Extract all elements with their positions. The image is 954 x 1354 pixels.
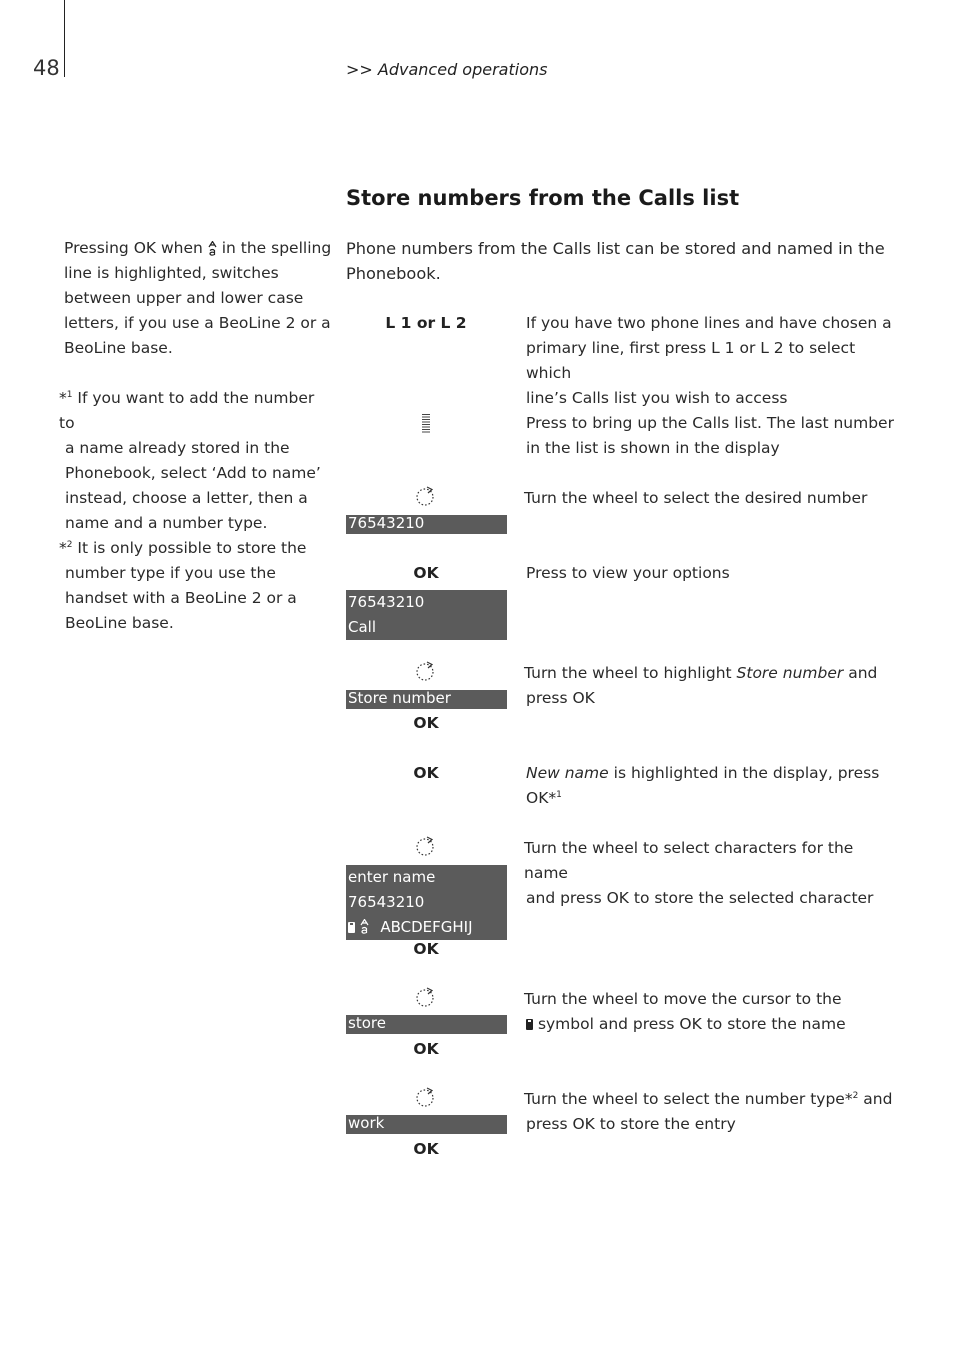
ok-key-label: OK <box>413 1040 439 1058</box>
breadcrumb-prefix: >> <box>346 60 373 79</box>
step-description <box>524 836 894 911</box>
calls-list-button-icon <box>420 413 432 435</box>
step-text: OK* <box>526 789 557 807</box>
footnote-line: If you want to add the number to <box>59 389 315 432</box>
footnote-line: Phonebook, select ‘Add to name’ <box>65 464 321 482</box>
step-description <box>526 761 896 811</box>
case-note-line: between upper and lower case <box>64 289 304 307</box>
footnote-line: handset with a BeoLine 2 or a <box>65 589 297 607</box>
wheel-turn-icon <box>414 987 436 1009</box>
phone-display <box>346 865 507 940</box>
footnote-line: It is only possible to store the <box>77 539 307 557</box>
display-line: 76543210 <box>348 514 425 532</box>
section-intro: Phone numbers from the Calls list can be stored and named in the Phonebook. <box>346 239 885 283</box>
case-note-line: in the spelling <box>221 239 332 257</box>
step-description <box>524 987 894 1037</box>
step-description: Press to view your options <box>526 564 730 582</box>
footnote-line: number type if you use the <box>65 564 276 582</box>
step-text-emphasis: New name <box>526 764 609 782</box>
display-line: enter name <box>348 868 436 886</box>
display-line: 76543210 <box>348 893 425 911</box>
step-description: Turn the wheel to select the desired number <box>524 489 868 507</box>
step-text-line: press OK to store the entry <box>526 1115 736 1133</box>
footnote-line: a name already stored in the <box>65 439 290 457</box>
step-text: Turn the wheel to highlight <box>524 664 732 682</box>
step-text: symbol and press OK to store the name <box>537 1015 846 1033</box>
case-note-line: line is highlighted, switches <box>64 264 279 282</box>
step-description <box>524 661 894 711</box>
step-text-line: If you have two phone lines and have chosen a <box>526 314 892 332</box>
ok-key-label: OK <box>413 940 439 958</box>
upper-lower-case-icon <box>208 241 217 257</box>
step-text-line: primary line, first press L 1 or L 2 to select which <box>526 339 856 382</box>
ok-key-label: OK <box>413 564 439 582</box>
step-text-line: press OK <box>526 689 595 707</box>
step-text: and <box>863 1090 893 1108</box>
display-line: Store number <box>348 689 451 707</box>
phone-display <box>346 590 507 640</box>
display-line: Call <box>348 618 377 636</box>
phone-handset-symbol-icon <box>348 922 355 933</box>
upper-lower-case-icon <box>360 919 369 934</box>
footnote-line: name and a number type. <box>65 514 268 532</box>
case-note <box>64 236 334 361</box>
step-text-line: Turn the wheel to select characters for the name <box>524 839 854 882</box>
step-description <box>526 311 896 411</box>
step-text-line: and press OK to store the selected character <box>526 889 874 907</box>
footnote-line: BeoLine base. <box>65 614 174 632</box>
step-text-line: in the list is shown in the display <box>526 439 780 457</box>
phone-display <box>346 690 507 709</box>
footnote-reference: 1 <box>556 789 562 800</box>
step-description <box>526 411 896 461</box>
display-line: store <box>348 1014 386 1032</box>
wheel-turn-icon <box>414 1087 436 1109</box>
step-text: Turn the wheel to select the number type* <box>524 1090 853 1108</box>
step-text: is highlighted in the display, press <box>613 764 880 782</box>
step-text-line: line’s Calls list you wish to access <box>526 389 788 407</box>
step-text-line: Press to bring up the Calls list. The last number <box>526 414 894 432</box>
display-line: 76543210 <box>348 593 425 611</box>
breadcrumb <box>346 58 547 82</box>
page-number: 48 <box>33 56 60 80</box>
step-text-emphasis: Store number <box>736 664 844 682</box>
phone-display <box>346 1115 507 1134</box>
phone-handset-symbol-icon <box>526 1019 533 1030</box>
header-vertical-rule <box>64 0 65 77</box>
ok-key-label: OK <box>413 714 439 732</box>
step-text: and <box>848 664 878 682</box>
wheel-turn-icon <box>414 661 436 683</box>
footnote-1 <box>59 386 329 636</box>
case-note-line: BeoLine base. <box>64 339 173 357</box>
case-note-line: letters, if you use a BeoLine 2 or a <box>64 314 331 332</box>
breadcrumb-label: Advanced operations <box>377 60 548 79</box>
line-key-label: L 1 or L 2 <box>385 314 467 332</box>
footnote-mark: * <box>59 539 67 557</box>
wheel-turn-icon <box>414 836 436 858</box>
footnote-reference: 2 <box>852 1090 859 1101</box>
phone-display <box>346 515 507 534</box>
footnote-mark: * <box>59 389 67 407</box>
ok-key-label: OK <box>413 764 439 782</box>
ok-key-label: OK <box>413 1140 439 1158</box>
section-title: Store numbers from the Calls list <box>346 186 740 210</box>
display-line: work <box>348 1114 385 1132</box>
case-note-line: Pressing OK when <box>64 239 203 257</box>
wheel-turn-icon <box>414 486 436 508</box>
phone-display <box>346 1015 507 1034</box>
display-alphabet: ABCDEFGHIJ <box>380 918 473 936</box>
step-description <box>524 1087 894 1137</box>
footnote-number: 1 <box>66 389 73 400</box>
footnote-line: instead, choose a letter, then a <box>65 489 308 507</box>
step-text-line: Turn the wheel to move the cursor to the <box>524 990 842 1008</box>
footnote-number: 2 <box>66 539 73 550</box>
